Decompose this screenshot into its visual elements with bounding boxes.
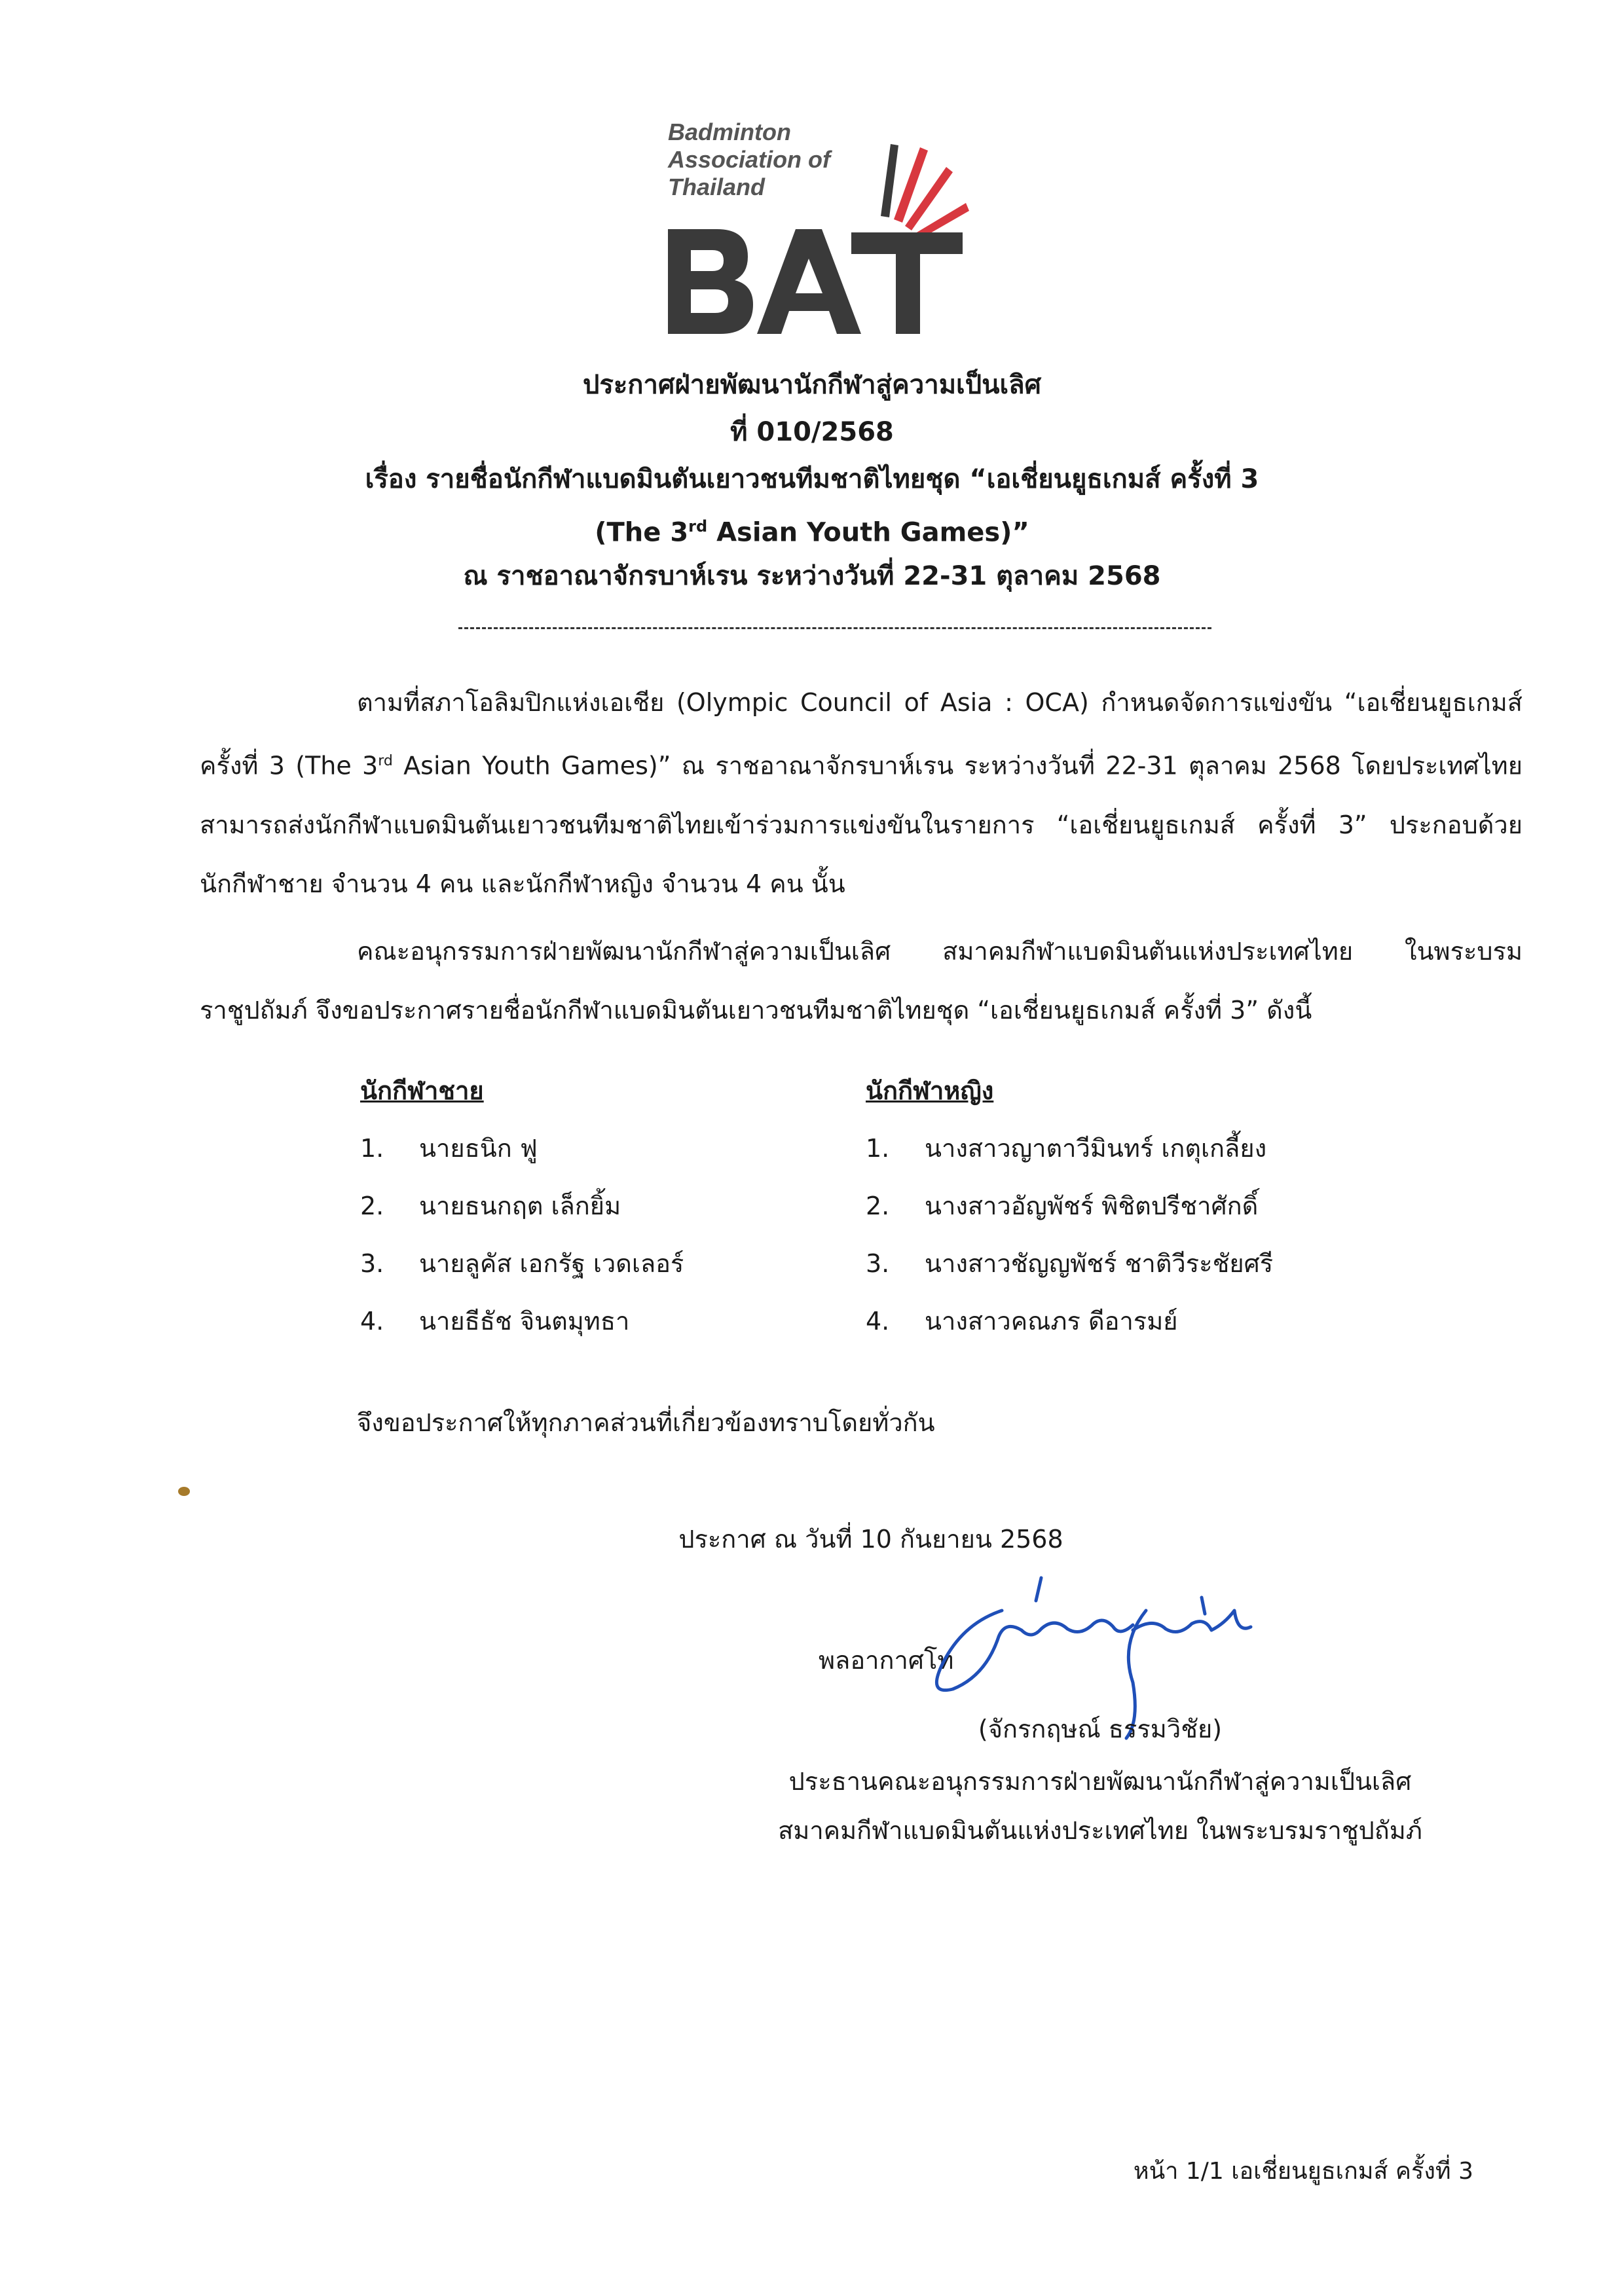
men-heading: นักกีฬาชาย: [360, 1076, 484, 1105]
signer-position-2: สมาคมกีฬาแบดมินตันแห่งประเทศไทย ในพระบรมราชูปถัมภ์: [778, 1816, 1422, 1845]
closing-statement: จึงขอประกาศให้ทุกภาคส่วนที่เกี่ยวข้องทราบโดยทั่วกัน: [357, 1408, 935, 1437]
list-item: 1. นายธนิก ฟู: [360, 1134, 538, 1163]
announce-date: ประกาศ ณ วันที่ 10 กันยายน 2568: [678, 1525, 1063, 1554]
list-item: 4. นางสาวคณภร ดีอารมย์: [866, 1307, 1178, 1336]
signer-name: (จักรกฤษณ์ ธรรมวิชัย): [978, 1715, 1223, 1743]
men-list: [360, 1062, 684, 1350]
list-item: 1. นางสาวญาตาวีมินทร์ เกตุเกลี้ยง: [866, 1134, 1267, 1163]
signer-rank: พลอากาศโท: [819, 1646, 954, 1675]
list-item: 4. นายธีธัช จินตมุทธา: [360, 1307, 630, 1336]
logo-org-line1: Badminton: [668, 118, 791, 145]
dashed-divider: [458, 627, 1211, 629]
signer-position-1: ประธานคณะอนุกรรมการฝ่ายพัฒนานักกีฬาสู่ความเป็นเลิศ: [788, 1767, 1412, 1796]
announcement-number: ที่ 010/2568: [730, 417, 894, 447]
list-item: 3. นางสาวชัญญพัชร์ ชาติวีระชัยศรี: [866, 1249, 1274, 1278]
page-footer: หน้า 1/1 เอเชี่ยนยูธเกมส์ ครั้งที่ 3: [1133, 2158, 1473, 2185]
announcement-venue: ณ ราชอาณาจักรบาห์เรน ระหว่างวันที่ 22-31 ตุลาคม 2568: [463, 561, 1161, 591]
announcement-title: ประกาศฝ่ายพัฒนานักกีฬาสู่ความเป็นเลิศ: [582, 370, 1042, 400]
logo-org-line3: Thailand: [668, 173, 766, 200]
ink-spot: [178, 1487, 190, 1496]
paragraph-1: ตามที่สภาโอลิมปิกแห่งเอเชีย (Olympic Council of Asia : OCA) กำหนดจัดการแข่งขัน “เอเชี่ยนยูธเกมส์ ครั้งที่ 3 (The 3rd Asian Youth Games)” ณ ราชอาณาจักรบาห์เรน ระหว่างวันที่ 22-31 ตุลาคม 2568 โดยประเทศไทยสามารถส่งนักกีฬาแบดมินตันเยาวชนทีมชาติไทยเข้าร่วมการแข่งขันในรายการ “เอเชี่ยนยูธเกมส์ ครั้งที่ 3” ประกอบด้วย นักกีฬาชาย จำนวน 4 คน และนักกีฬาหญิง จำนวน 4 คน นั้น: [200, 688, 1522, 898]
list-item: 3. นายลูคัส เอกรัฐ เวดเลอร์: [360, 1249, 684, 1278]
announcement-subject: เรื่อง รายชื่อนักกีฬาแบดมินตันเยาวชนทีมชาติไทยชุด “เอเชี่ยนยูธเกมส์ ครั้งที่ 3: [365, 464, 1259, 494]
women-heading: นักกีฬาหญิง: [866, 1076, 994, 1105]
list-item: 2. นางสาวอัญพัชร์ พิชิตปรีชาศักดิ์: [866, 1192, 1259, 1220]
paragraph-2: คณะอนุกรรมการฝ่ายพัฒนานักกีฬาสู่ความเป็นเลิศ สมาคมกีฬาแบดมินตันแห่งประเทศไทย ในพระบรมราชูปถัมภ์ จึงขอประกาศรายชื่อนักกีฬาแบดมินตันเยาวชนทีมชาติไทยชุด “เอเชี่ยนยูธเกมส์ ครั้งที่ 3” ดังนี้: [200, 937, 1522, 1025]
announcement-subject-en: (The 3rd Asian Youth Games)”: [595, 517, 1029, 548]
list-item: 2. นายธนกฤต เล็กยิ้ม: [360, 1192, 621, 1220]
bat-logo: [655, 105, 995, 347]
logo-org-line2: Association of: [668, 146, 831, 173]
women-list: [866, 1062, 1273, 1350]
